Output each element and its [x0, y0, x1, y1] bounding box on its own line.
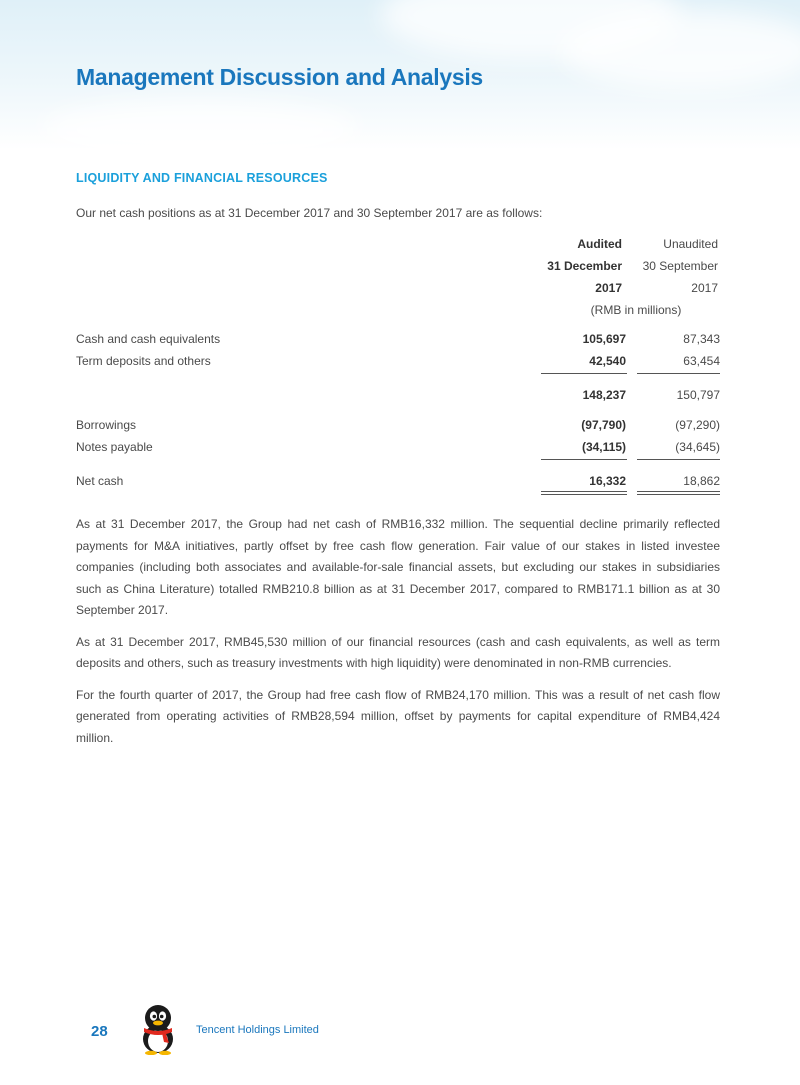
- col2-date: 30 September: [642, 259, 718, 273]
- paragraph: For the fourth quarter of 2017, the Group had free cash flow of RMB24,170 million. This was a result of net cash flow generated from operating activities of RMB28,594 million, offset by payments for capital expenditure of RMB4,424 million.: [76, 687, 720, 745]
- row-value-unaudited: 63,454: [683, 354, 720, 368]
- row-value-audited: 16,332: [589, 474, 626, 488]
- subtotal-rule: [637, 373, 720, 374]
- cloud-decoration: [560, 10, 800, 90]
- col1-year: 2017: [595, 281, 622, 295]
- row-value-audited: 148,237: [582, 388, 626, 402]
- cloud-decoration: [40, 100, 360, 160]
- row-label: Borrowings: [76, 418, 137, 432]
- row-value-audited: (97,790): [581, 418, 626, 432]
- penguin-mascot-icon: [135, 1003, 181, 1055]
- paragraph: As at 31 December 2017, RMB45,530 million of our financial resources (cash and cash equivalents, as well as term deposits and others, such as treasury investments with high liquidity) were denominated in non-RMB currencies.: [76, 634, 720, 670]
- total-double-rule: [637, 491, 720, 492]
- col2-status: Unaudited: [663, 237, 718, 251]
- table-row: [76, 474, 720, 490]
- row-value-unaudited: 18,862: [683, 474, 720, 488]
- body-text: [76, 514, 720, 759]
- col1-date: 31 December: [547, 259, 622, 273]
- table-row: [76, 388, 720, 404]
- intro-text: Our net cash positions as at 31 December 2017 and 30 September 2017 are as follows:: [76, 206, 543, 220]
- table-row: [76, 440, 720, 456]
- table-row: [76, 354, 720, 370]
- row-value-unaudited: 150,797: [676, 388, 720, 402]
- row-value-unaudited: (34,645): [675, 440, 720, 454]
- table-row: [76, 418, 720, 434]
- page-title: Management Discussion and Analysis: [76, 64, 483, 90]
- row-value-unaudited: (97,290): [675, 418, 720, 432]
- section-heading: LIQUIDITY AND FINANCIAL RESOURCES: [76, 171, 328, 185]
- row-label: Cash and cash equivalents: [76, 332, 221, 346]
- row-label: Term deposits and others: [76, 354, 211, 368]
- subtotal-rule: [541, 373, 627, 374]
- row-value-audited: (34,115): [581, 440, 626, 454]
- row-value-unaudited: 87,343: [683, 332, 720, 346]
- row-value-audited: 42,540: [589, 354, 626, 368]
- col2-year: 2017: [691, 281, 718, 295]
- row-label: Net cash: [76, 474, 124, 488]
- table-row: [76, 332, 720, 348]
- subtotal-rule: [541, 459, 627, 460]
- company-name: Tencent Holdings Limited: [196, 1024, 319, 1036]
- row-label: Notes payable: [76, 440, 153, 454]
- subtotal-rule: [637, 459, 720, 460]
- total-double-rule: [541, 491, 627, 492]
- total-double-rule: [637, 494, 720, 495]
- total-double-rule: [541, 494, 627, 495]
- paragraph: As at 31 December 2017, the Group had net cash of RMB16,332 million. The sequential decline primarily reflected payments for M&A initiatives, partly offset by free cash flow generation. Fair value of our stakes in listed investee companies (including both associates and available-for-sale financial assets, but excluding our stakes in subsidiaries such as China Literature) totalled RMB210.8 billion as at 31 December 2017, compared to RMB171.1 billion as at 30 September 2017.: [76, 517, 720, 617]
- row-value-audited: 105,697: [582, 332, 626, 346]
- unit-note: (RMB in millions): [590, 303, 682, 317]
- col1-status: Audited: [577, 237, 622, 251]
- page-number: 28: [91, 1023, 108, 1040]
